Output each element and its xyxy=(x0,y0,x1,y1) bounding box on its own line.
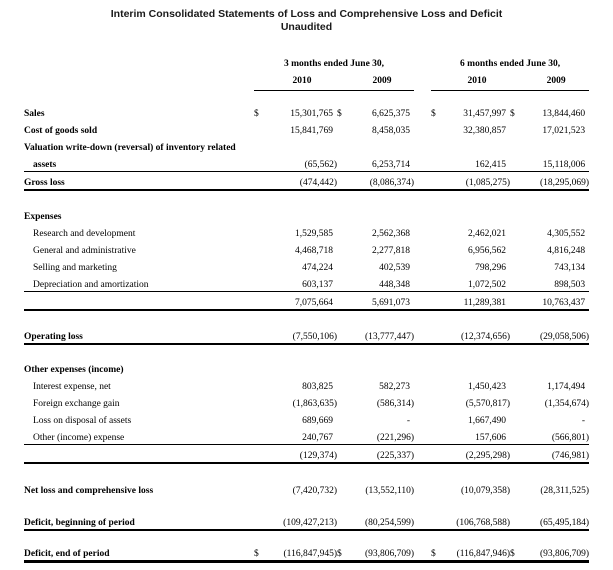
spacer-row xyxy=(24,310,589,326)
cell-value: 31,457,997 xyxy=(463,109,507,119)
cell-value: (129,374) xyxy=(267,445,337,464)
period-header-3-months: 3 months ended June 30, xyxy=(284,59,385,69)
row-label: assets xyxy=(24,154,254,172)
cell-value: 689,669 xyxy=(302,416,333,426)
row-label: Other (income) expense xyxy=(24,427,254,445)
empty-cell xyxy=(431,292,444,311)
table-row xyxy=(24,326,589,344)
empty-cell xyxy=(431,445,444,464)
empty-cell xyxy=(431,137,444,154)
empty-cell xyxy=(431,206,444,223)
cell-value: 240,767 xyxy=(267,427,337,445)
cell-value: (13,777,447) xyxy=(350,326,414,344)
empty-cell xyxy=(431,172,444,191)
empty-cell xyxy=(431,427,444,445)
group-gap-cell xyxy=(414,376,431,393)
empty-cell xyxy=(444,359,510,376)
empty-cell xyxy=(254,292,267,311)
year-label-6m-2009: 2009 xyxy=(546,76,566,86)
table-row xyxy=(24,137,589,154)
empty-cell xyxy=(254,393,267,410)
table-row xyxy=(24,480,589,497)
empty-cell xyxy=(337,427,350,445)
empty-cell xyxy=(444,137,510,154)
cell-value: (106,768,588) xyxy=(444,512,510,530)
cell-value: 6,625,375 xyxy=(372,109,411,119)
empty-cell xyxy=(254,137,267,154)
empty-cell xyxy=(337,445,350,464)
cell-value: - xyxy=(581,416,586,426)
cell-value: 1,529,585 xyxy=(295,229,333,239)
group-gap-cell xyxy=(414,257,431,274)
empty-cell xyxy=(254,410,267,427)
group-gap-cell xyxy=(414,274,431,292)
empty-cell xyxy=(337,274,350,292)
spacer-cell xyxy=(24,530,589,543)
row-label: Research and development xyxy=(33,229,136,239)
year-label-3m-2010: 2010 xyxy=(292,76,312,86)
row-label: Other expenses (income) xyxy=(24,365,124,375)
empty-cell xyxy=(254,206,267,223)
period-header-row xyxy=(24,54,589,72)
empty-cell xyxy=(24,54,254,72)
empty-cell xyxy=(337,359,350,376)
cell-value: 6,253,714 xyxy=(350,154,414,172)
table-row xyxy=(24,410,589,427)
empty-cell xyxy=(337,120,350,137)
year-header-row xyxy=(24,72,589,87)
empty-cell xyxy=(510,172,523,191)
empty-cell xyxy=(267,206,337,223)
currency-symbol: $ xyxy=(431,543,444,562)
group-gap-cell xyxy=(414,410,431,427)
table-row xyxy=(24,120,589,137)
empty-cell xyxy=(350,206,414,223)
empty-cell xyxy=(337,393,350,410)
spacer-cell xyxy=(24,310,589,326)
cell-value: 8,458,035 xyxy=(372,126,411,136)
statement-table xyxy=(24,54,589,563)
table-row xyxy=(24,393,589,410)
group-gap-cell xyxy=(414,206,431,223)
spacer-row xyxy=(24,344,589,359)
row-label: Foreign exchange gain xyxy=(33,399,120,409)
group-gap-cell xyxy=(414,543,431,562)
cell-value: (746,981) xyxy=(523,445,589,464)
empty-cell xyxy=(254,326,267,344)
table-row xyxy=(24,154,589,172)
empty-cell xyxy=(510,257,523,274)
cell-value: (8,086,374) xyxy=(350,172,414,191)
row-label: Sales xyxy=(24,109,45,119)
empty-cell xyxy=(254,172,267,191)
empty-cell xyxy=(431,480,444,497)
empty-cell xyxy=(254,480,267,497)
currency-symbol: $ xyxy=(254,543,267,562)
empty-cell xyxy=(350,137,414,154)
currency-symbol: $ xyxy=(431,109,436,119)
table-row xyxy=(24,274,589,292)
cell-value: (7,550,106) xyxy=(267,326,337,344)
empty-cell xyxy=(254,240,267,257)
cell-value: (93,806,709) xyxy=(350,543,414,562)
cell-value: 4,305,552 xyxy=(547,229,586,239)
group-gap-cell xyxy=(414,172,431,191)
group-gap-cell xyxy=(414,137,431,154)
empty-cell xyxy=(431,223,444,240)
empty-cell xyxy=(337,137,350,154)
empty-cell xyxy=(431,393,444,410)
spacer-row xyxy=(24,497,589,512)
empty-cell xyxy=(510,120,523,137)
cell-value: 1,072,502 xyxy=(444,274,510,292)
spacer-cell xyxy=(24,463,589,480)
cell-value: (566,801) xyxy=(523,427,589,445)
cell-value: 157,606 xyxy=(444,427,510,445)
group-gap-cell xyxy=(414,154,431,172)
cell-value: - xyxy=(406,416,411,426)
spacer-cell xyxy=(24,190,589,206)
empty-cell xyxy=(337,172,350,191)
empty-cell xyxy=(510,393,523,410)
row-label: Interest expense, net xyxy=(33,382,111,392)
empty-cell xyxy=(510,223,523,240)
cell-value: 2,277,818 xyxy=(372,246,411,256)
cell-value: (221,296) xyxy=(350,427,414,445)
table-row xyxy=(24,257,589,274)
empty-cell xyxy=(431,512,444,530)
empty-cell xyxy=(510,292,523,311)
empty-cell xyxy=(510,410,523,427)
empty-cell xyxy=(510,206,523,223)
spacer-row xyxy=(24,190,589,206)
empty-cell xyxy=(431,326,444,344)
empty-cell xyxy=(254,120,267,137)
row-label: Expenses xyxy=(24,212,62,222)
empty-cell xyxy=(337,240,350,257)
row-label: Selling and marketing xyxy=(33,263,117,273)
empty-cell xyxy=(510,154,523,172)
cell-value: (116,847,946) xyxy=(444,543,510,562)
cell-value: 448,348 xyxy=(350,274,414,292)
period-header-6-months: 6 months ended June 30, xyxy=(460,59,561,69)
empty-cell xyxy=(254,376,267,393)
empty-cell xyxy=(510,359,523,376)
cell-value: (29,058,506) xyxy=(523,326,589,344)
empty-cell xyxy=(337,410,350,427)
cell-value: 402,539 xyxy=(379,263,411,273)
empty-cell xyxy=(254,72,267,87)
empty-cell xyxy=(510,376,523,393)
table-row xyxy=(24,512,589,530)
cell-value: (80,254,599) xyxy=(350,512,414,530)
empty-cell xyxy=(337,292,350,311)
empty-cell xyxy=(431,257,444,274)
currency-symbol: $ xyxy=(510,109,515,119)
row-label: Gross loss xyxy=(24,172,254,191)
table-row xyxy=(24,359,589,376)
page-title: Interim Consolidated Statements of Loss and Comprehensive Loss and Deficit xyxy=(110,8,503,20)
empty-cell xyxy=(254,154,267,172)
table-row xyxy=(24,427,589,445)
cell-value: 4,816,248 xyxy=(547,246,586,256)
empty-cell xyxy=(523,206,589,223)
cell-value: (65,562) xyxy=(267,154,337,172)
table-row xyxy=(24,543,589,562)
cell-value: 11,289,381 xyxy=(444,292,510,311)
cell-value: (5,570,817) xyxy=(465,399,511,409)
cell-value: 15,841,769 xyxy=(290,126,333,136)
cell-value: 10,763,437 xyxy=(523,292,589,311)
row-label: Deficit, end of period xyxy=(24,543,254,562)
cell-value: (93,806,709) xyxy=(523,543,589,562)
empty-cell xyxy=(431,376,444,393)
empty-cell xyxy=(510,445,523,464)
empty-cell xyxy=(510,427,523,445)
empty-cell xyxy=(254,223,267,240)
row-label: Operating loss xyxy=(24,326,254,344)
cell-value: 582,273 xyxy=(379,382,411,392)
empty-cell xyxy=(337,257,350,274)
cell-value: (116,847,945) xyxy=(267,543,337,562)
empty-cell xyxy=(414,72,431,87)
row-label: General and administrative xyxy=(33,246,136,256)
empty-cell xyxy=(337,512,350,530)
cell-value: 162,415 xyxy=(444,154,510,172)
spacer-cell xyxy=(24,344,589,359)
group-gap-cell xyxy=(414,427,431,445)
empty-cell xyxy=(510,240,523,257)
empty-cell xyxy=(431,240,444,257)
empty-cell xyxy=(337,223,350,240)
group-gap-cell xyxy=(414,512,431,530)
group-gap-cell xyxy=(414,103,431,120)
empty-cell xyxy=(510,274,523,292)
cell-value: 15,301,765 xyxy=(290,109,333,119)
cell-value: (1,354,674) xyxy=(544,399,590,409)
spacer-cell xyxy=(24,91,589,104)
spacer-cell xyxy=(24,497,589,512)
spacer-row xyxy=(24,463,589,480)
currency-symbol: $ xyxy=(510,543,523,562)
empty-cell xyxy=(431,274,444,292)
empty-cell xyxy=(510,326,523,344)
group-gap-cell xyxy=(414,359,431,376)
cell-value: 898,503 xyxy=(523,274,589,292)
row-label: Deficit, beginning of period xyxy=(24,512,254,530)
empty-cell xyxy=(24,292,254,311)
empty-cell xyxy=(431,120,444,137)
cell-value: (10,079,358) xyxy=(460,486,511,496)
cell-value: (12,374,656) xyxy=(444,326,510,344)
group-gap-cell xyxy=(414,120,431,137)
currency-symbol: $ xyxy=(337,109,342,119)
cell-value: (7,420,732) xyxy=(292,486,337,496)
empty-cell xyxy=(337,72,350,87)
row-label: Loss on disposal of assets xyxy=(33,416,132,426)
empty-cell xyxy=(510,72,523,87)
currency-symbol: $ xyxy=(254,109,259,119)
empty-cell xyxy=(254,427,267,445)
empty-cell xyxy=(254,274,267,292)
cell-value: 32,380,857 xyxy=(463,126,507,136)
empty-cell xyxy=(431,410,444,427)
table-row xyxy=(24,206,589,223)
spacer-row xyxy=(24,530,589,543)
cell-value: (109,427,213) xyxy=(267,512,337,530)
empty-cell xyxy=(254,445,267,464)
title-block xyxy=(0,8,613,34)
empty-cell xyxy=(254,257,267,274)
cell-value: (13,552,110) xyxy=(365,486,415,496)
table-row xyxy=(24,172,589,191)
group-gap-cell xyxy=(414,292,431,311)
cell-value: (474,442) xyxy=(267,172,337,191)
cell-value: (18,295,069) xyxy=(523,172,589,191)
group-gap-cell xyxy=(414,326,431,344)
table-row xyxy=(24,103,589,120)
empty-cell xyxy=(350,359,414,376)
cell-value: (1,085,275) xyxy=(444,172,510,191)
cell-value: 803,825 xyxy=(302,382,333,392)
cell-value: (586,314) xyxy=(376,399,415,409)
cell-value: 5,691,073 xyxy=(350,292,414,311)
group-gap-cell xyxy=(414,393,431,410)
empty-cell xyxy=(337,376,350,393)
empty-cell xyxy=(337,480,350,497)
empty-cell xyxy=(431,154,444,172)
empty-cell xyxy=(431,359,444,376)
year-label-3m-2009: 2009 xyxy=(372,76,392,86)
group-gap-cell xyxy=(414,480,431,497)
cell-value: (225,337) xyxy=(350,445,414,464)
page-subtitle: Unaudited xyxy=(280,21,333,33)
empty-cell xyxy=(24,72,254,87)
empty-cell xyxy=(510,512,523,530)
cell-value: (65,495,184) xyxy=(523,512,589,530)
empty-cell xyxy=(523,137,589,154)
table-row xyxy=(24,292,589,311)
currency-symbol: $ xyxy=(337,543,350,562)
cell-value: 4,468,718 xyxy=(295,246,333,256)
cell-value: 17,021,523 xyxy=(542,126,586,136)
table-row xyxy=(24,223,589,240)
row-label: Valuation write-down (reversal) of inventory related xyxy=(24,143,236,153)
cell-value: 13,844,460 xyxy=(542,109,586,119)
cell-value: (28,311,525) xyxy=(540,486,590,496)
cell-value: 603,137 xyxy=(267,274,337,292)
empty-cell xyxy=(24,445,254,464)
cell-value: 1,450,423 xyxy=(468,382,507,392)
empty-cell xyxy=(510,480,523,497)
empty-cell xyxy=(444,206,510,223)
empty-cell xyxy=(267,137,337,154)
table-row xyxy=(24,445,589,464)
empty-cell xyxy=(337,326,350,344)
row-label: Net loss and comprehensive loss xyxy=(24,486,154,496)
empty-cell xyxy=(510,137,523,154)
group-gap-cell xyxy=(414,223,431,240)
cell-value: 15,118,006 xyxy=(523,154,589,172)
year-label-6m-2010: 2010 xyxy=(467,76,487,86)
table-row xyxy=(24,376,589,393)
cell-value: 6,956,562 xyxy=(468,246,507,256)
cell-value: 798,296 xyxy=(475,263,507,273)
cell-value: 474,224 xyxy=(302,263,333,273)
group-gap-cell xyxy=(414,445,431,464)
cell-value: 743,134 xyxy=(554,263,586,273)
spacer-row xyxy=(24,91,589,104)
empty-cell xyxy=(267,359,337,376)
table-row xyxy=(24,240,589,257)
row-label: Cost of goods sold xyxy=(24,126,98,136)
cell-value: 7,075,664 xyxy=(267,292,337,311)
empty-cell xyxy=(337,206,350,223)
empty-cell xyxy=(254,512,267,530)
cell-value: 1,174,494 xyxy=(547,382,586,392)
cell-value: (2,295,298) xyxy=(444,445,510,464)
row-label: Depreciation and amortization xyxy=(24,274,254,292)
cell-value: 1,667,490 xyxy=(468,416,507,426)
empty-cell xyxy=(254,359,267,376)
empty-cell xyxy=(431,72,444,87)
empty-cell xyxy=(523,359,589,376)
cell-value: (1,863,635) xyxy=(292,399,337,409)
cell-value: 2,462,021 xyxy=(468,229,507,239)
group-gap-cell xyxy=(414,240,431,257)
empty-cell xyxy=(414,54,431,72)
empty-cell xyxy=(337,154,350,172)
cell-value: 2,562,368 xyxy=(372,229,411,239)
